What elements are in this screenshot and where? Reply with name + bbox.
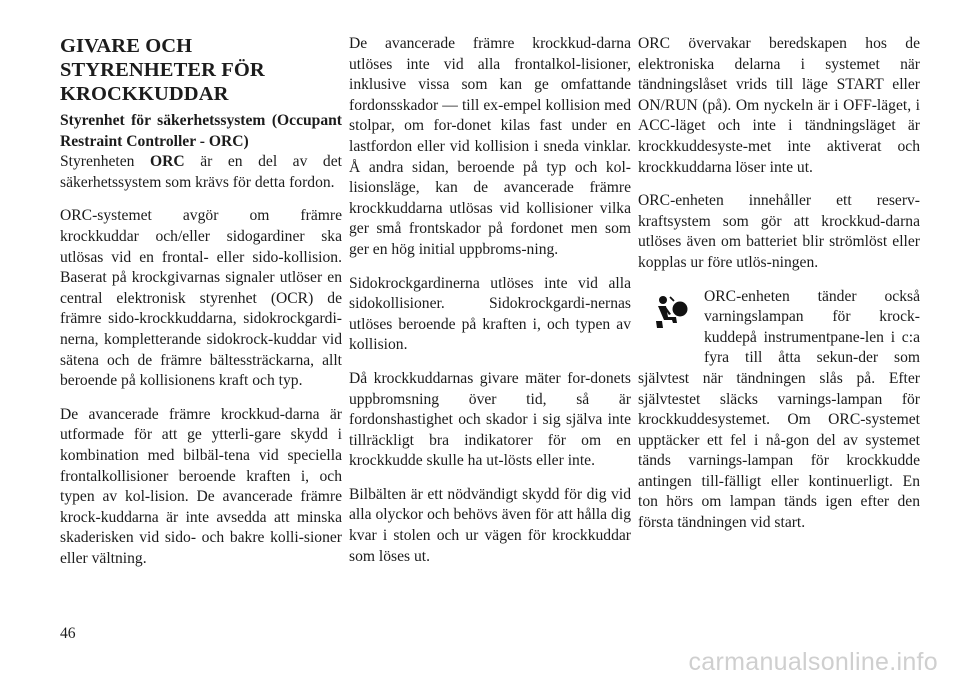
column-3 [638,34,920,534]
intro-lead: Styrenheten [60,153,135,171]
paragraph-2: De avancerade främre krockkud-darna är utformade för att ge ytterli-gare skydd i kombination med bilbäl-tena vid speciella frontalkollisioner beroende kraften i, och typen av kol-lision. De avancerade främre krock-kuddarna är inte avsedda att minska skaderisken vid sido- och bakre kolli-sioner eller vältning. [60,405,342,567]
paragraph-9 [638,287,920,534]
paragraph-5: Då krockkuddarnas givare mäter for-donets uppbromsning över tid, så är fordonshastighet och skador i sig själva inte tillräckligt bra indikatorer för om en krockkudde skulle ha ut-lösts eller inte. [349,369,631,470]
paragraph-3: De avancerade främre krockkud-darna utlöses inte vid alla frontalkol-lisioner, inklusive vissa som kan ge omfattande fordonsskador — till ex-empel kollision med stolpar, om for-donet kilas fast under en lastfordon eller vid kollision i sneda vinklar. Å andra sidan, beroende på typ och kol-lisionsläge, kan de avancerade främre krockkuddarna utlösas vid kollisioner vilka ger små frontskador på fordonet men som ger en hög initial uppbroms-ning. [349,35,631,258]
paragraph-8: ORC-enheten innehåller ett reserv-kraftsystem som gör att krockkud-darna utlöses även om batteriet blir strömlöst eller kopplas ur före utlös-ningen. [638,192,920,271]
intro-rest: är en del av det säkerhetssystem som krävs för detta fordon. [60,153,342,191]
section-title: GIVARE OCH STYRENHETER FÖR KROCKKUDDAR [60,35,265,105]
paragraph-7: ORC övervakar beredskapen hos de elektroniska delarna i systemet när tändningslåset vrids till läge START eller ON/RUN (på). Om nyckeln är i OFF-läget, i ACC-läget och inte i tändningsläget är krockkuddesyste-met inte aktiverat och krockkuddarna löser inte ut. [638,35,920,176]
subheading-paragraph [60,111,342,193]
watermark: carmanualsonline.info [688,648,938,676]
paragraph-6: Bilbälten är ett nödvändigt skydd för dig vid alla olyckor och behövs även för att hålla dig kvar i stolen och ur vägen för krockkuddar som löses ut. [349,485,631,565]
paragraph-4: Sidokrockgardinerna utlöses inte vid alla sidokollisioner. Sidokrockgardi-nernas utlöses beroende på kraften i, och typen av kollision. [349,274,631,354]
intro-bold-term: ORC [150,153,185,171]
paragraph-1: ORC-systemet avgör om främre krockkuddar och/eller sidogardiner ska utlösas vid en frontal- eller sido-kollision. Baserat på krockgivarnas signaler utlöser en central elektronisk styrenhet (OCR) de främre sido-krockkuddarna, sidokrockgardi-nerna, kompletterande sidokrock-kuddar vid sätena och de främre bältessträckarna, allt beroende på kollisionens kraft och typ. [60,207,342,390]
subheading: Styrenhet för säkerhetssystem (Occupant Restraint Controller - ORC) [60,112,342,150]
page-number: 46 [60,625,76,642]
column-2 [349,34,631,567]
column-1 [60,34,342,569]
paragraph-9-text: ORC-enheten tänder också varningslampan för krock-kuddepå instrumentpane-len i c:a fyra till åtta sekun-der som självtest när tändningen slås på. Efter självtestet släcks varnings-lampan för krockkuddesystemet. Om ORC-systemet upptäcker ett fel i nå-gon del av systemet tänds varnings-lampan för krockkudde antingen till-fälligt eller kontinuerligt. En ton hörs om lampan tänds igen efter den första tändningen vid start. [638,287,920,532]
airbag-warning-icon [638,287,704,363]
